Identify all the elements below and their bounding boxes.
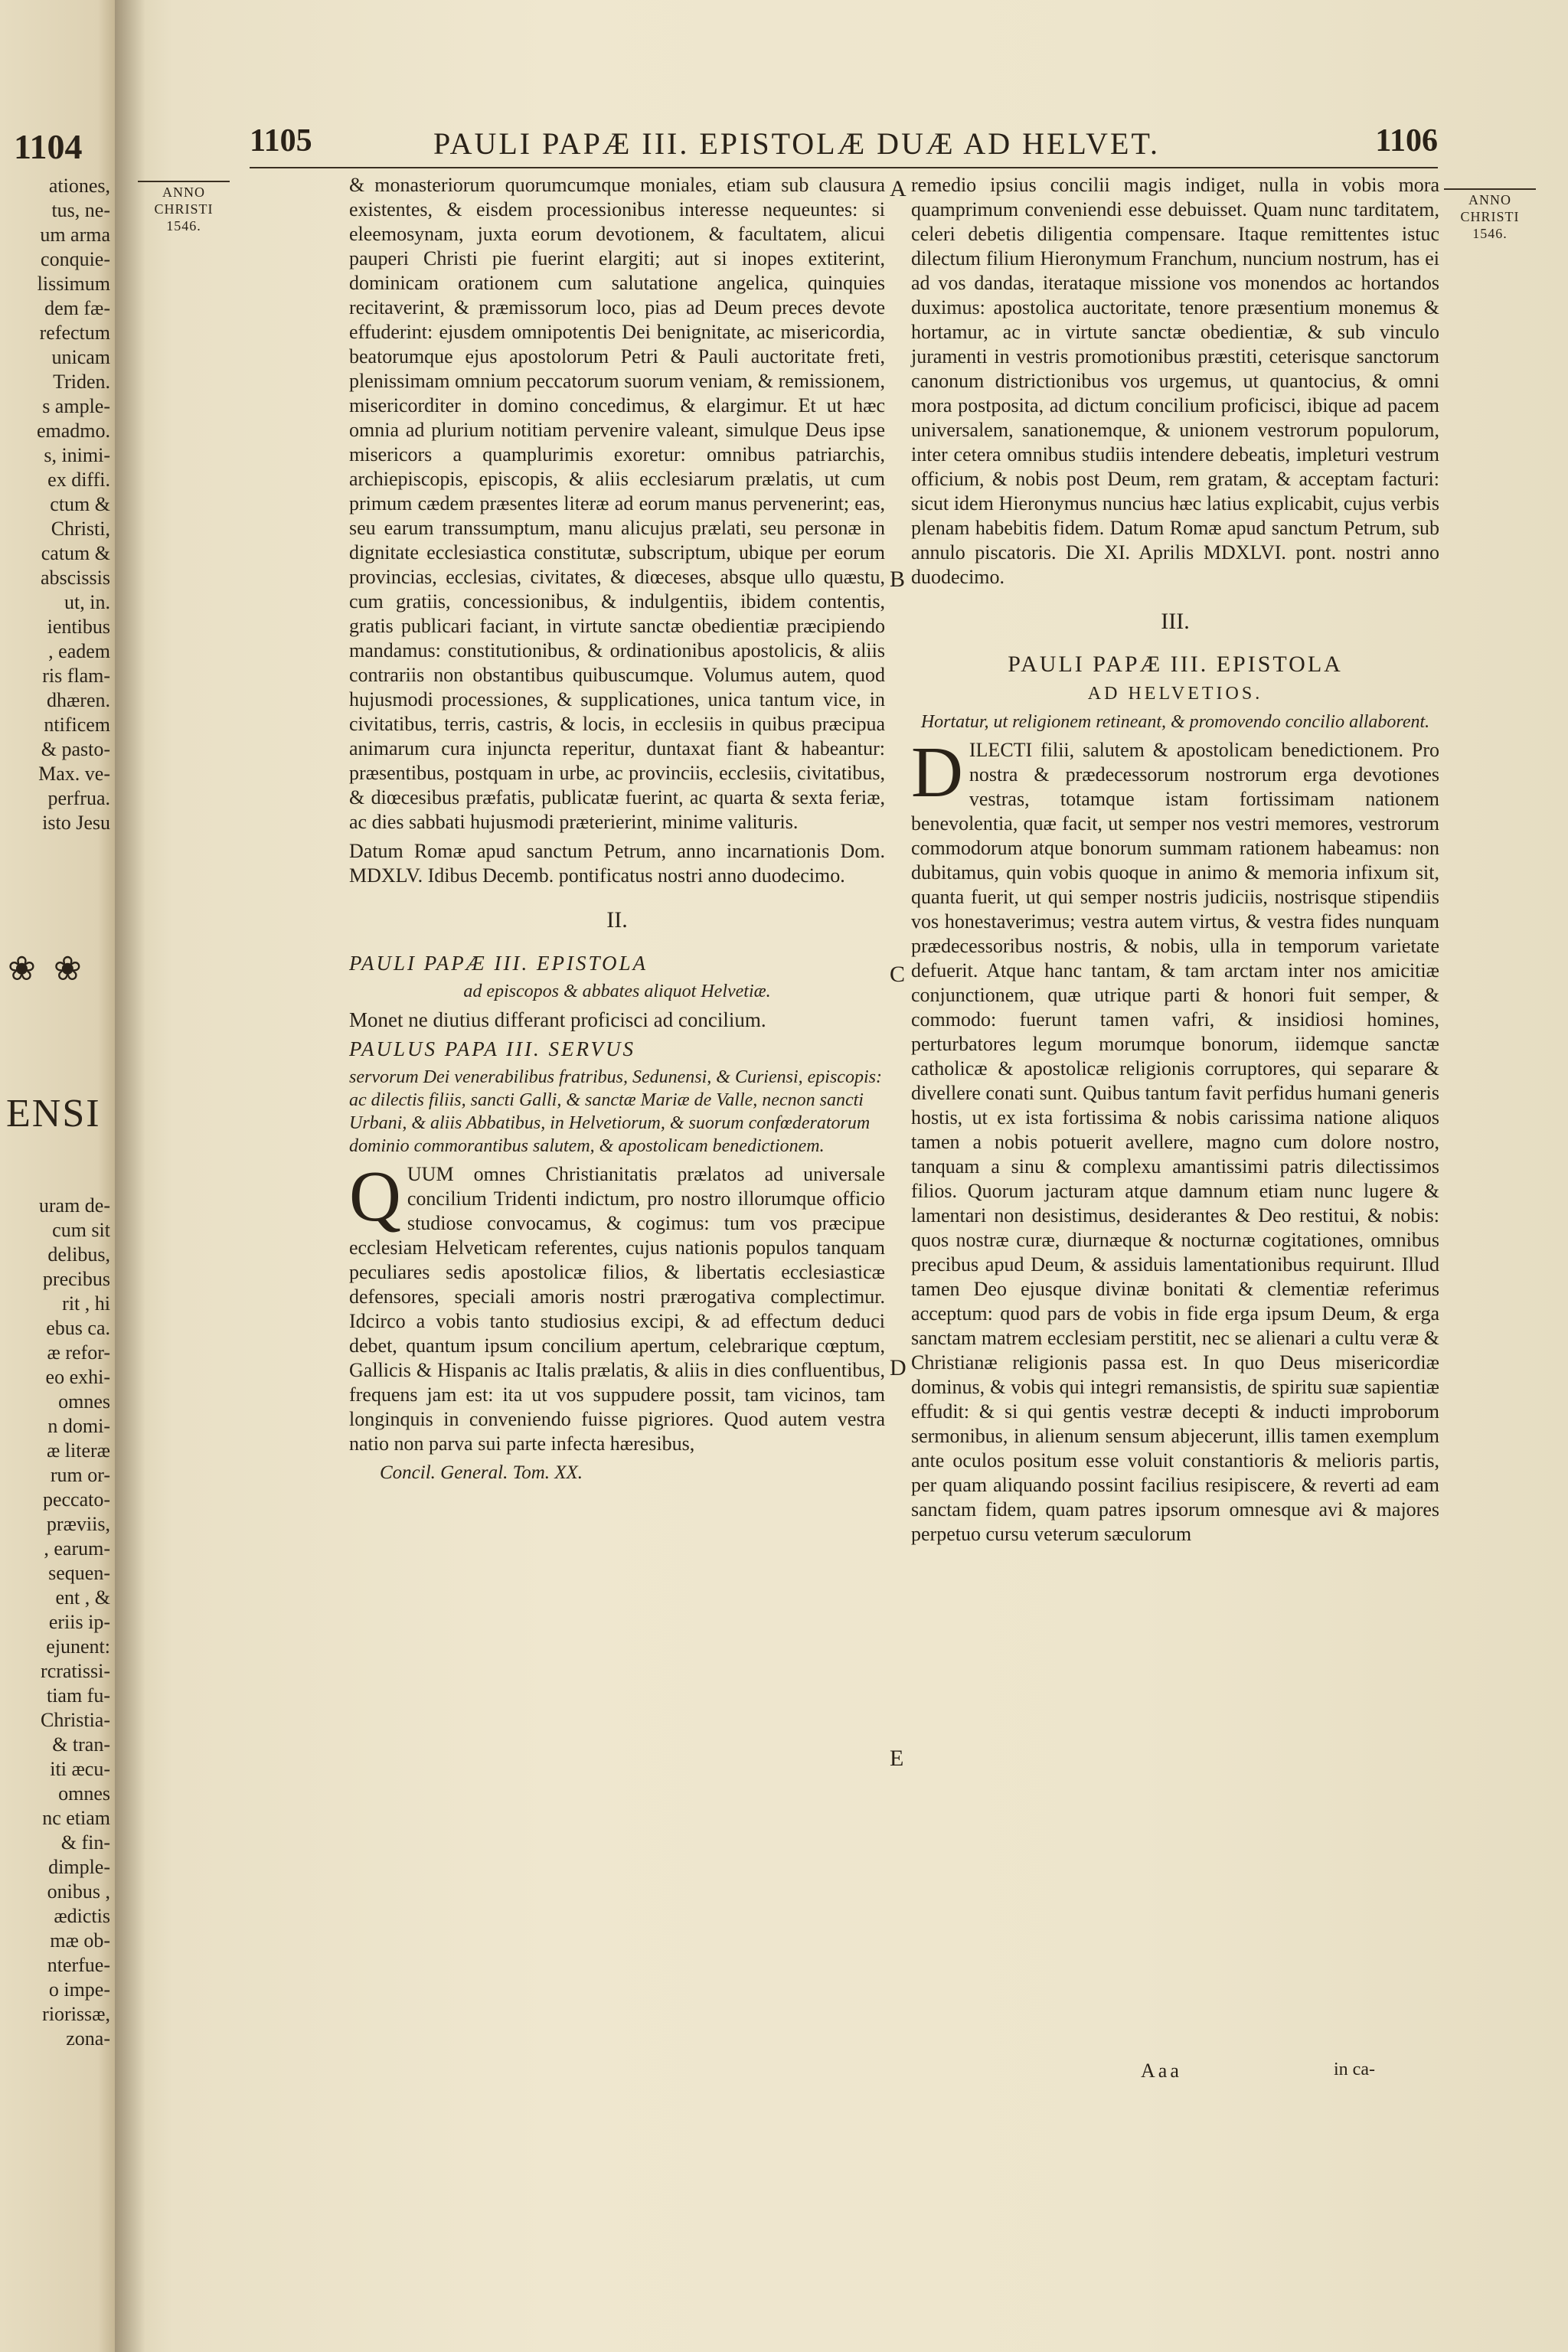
book-page	[115, 0, 1568, 2352]
facing-page-line: perfrua.	[47, 787, 110, 809]
facing-page-line: Christi,	[51, 518, 110, 540]
running-title: PAULI PAPÆ III. EPISTOLÆ DUÆ AD HELVET.	[433, 126, 1160, 161]
facing-page-line: omnes	[58, 1782, 110, 1805]
epistola-summary: Hortatur, ut religionem retineant, & promovendo concilio allaborent.	[920, 712, 1430, 732]
facing-page-line: abscissis	[41, 567, 110, 589]
paragraph: remedio ipsius concilii magis indiget, nulla in vobis mora quamprimum conveniendi esse debuisset. Quam nunc tarditatem, celeri debetis diligentia compensare. Itaque remittentes istuc dilectum filium Hieronymum Franchum, nuncium nostrum, has ei ad vos dandas, iterataque missione vos monendos ac hortandos duximus: apostolica auctoritate, tenore præsentium monemus & hortamur, ac in virtute sanctæ obedientiæ, & sub vinculo juramenti in vestris promotionibus præstiti, ceterisque sanctorum canonum districtionibus vos urgemus, ut quantocius, & omni mora postposita, ad dictum concilium proficisci, ibique ad pacem universalem, sanationemque, & unionem vestrorum populorum, inter cetera omnibus studiis intendere debeatis, impleturi vestrum officium, & nobis post Deum, rem gratam, & acceptam facturi: sicut idem Hieronymus nuncius hæc latius explicabit, cujus verbis plenam habebitis fidem. Datum Romæ apud sanctum Petrum, sub annulo piscatoris. Die XI. Aprilis MDXLVI. pont. nostri anno duodecimo.	[911, 174, 1439, 588]
facing-page-line: ebus ca.	[46, 1317, 110, 1339]
facing-page-line: dhæren.	[46, 689, 110, 711]
facing-page-line: tiam fu-	[46, 1684, 110, 1707]
facing-page-line: riorissæ,	[42, 2003, 110, 2025]
facing-page-line: rcratissi-	[41, 1660, 110, 1682]
facing-page-line: ris flam-	[42, 665, 110, 687]
facing-page-line: , earum-	[44, 1537, 110, 1560]
catchword: in ca-	[1334, 2060, 1375, 2079]
epistola-heading: PAULI PAPÆ III. EPISTOLA	[1008, 652, 1343, 677]
facing-page-line: & tran-	[52, 1733, 110, 1756]
facing-page-line: catum &	[41, 542, 110, 564]
margin-letter-c: C	[890, 962, 906, 987]
facing-page-line: ctum &	[50, 493, 110, 515]
facing-page-line: , eadem	[48, 640, 110, 662]
paragraph: D ILECTI filii, salutem & apostolicam benedictionem. Pro nostra & prædecessorum nostrorum erga devotiones vestras, totamque istam fortissimam nationem benevolentia, quæ facit, ut semper nos vestri memores, vestrorum commodorum atque bonorum summam rationem habeamus: non dubitamus, quin vobis quoque in animo & memoria infixum sit, quanta fuerit, ut qui semper nostris judiciis, nostrisque stipendiis vos honestaverimus; vestra autem virtus, & vestra fides nunquam prædecessoribus nostris, & nobis, ulla in temporum varietate defuerit. Atque hanc tantam, & tam arctam inter nos amicitiæ conjunctionem, quæ utrique parti & honori fuit semper, & commodo: fuerunt tamen vafri, & insidiosi homines, perturbatores legum morumque bonorum, iidemque sanctæ catholicæ & apostolicæ religionis corruptores, qui separare & divellere conati sunt. Quibus tantum favit perfidus humani generis hostis, ut ex ista fortissima & nobis carissima natione aliquos tamen a nobis potuerit avellere, magno cum dolore nostro, tanquam a sinu & complexu amantissimi patris dilectissimos filios. Quorum jacturam atque damnum etiam nunc lugere & lamentari non desistimus, desiderantes & Deo restitui, & nobis: quos nostræ curæ, diurnæque & nocturnæ cogitationes, omnibus precibus apud Deum, & assiduis lamentationibus requirunt. Illud tamen Deo ejusque divinæ bonitati & clementiæ referimus acceptum: quod pars de vobis in fide erga ipsum Deum, & erga sanctam matrem ecclesiam perstitit, nec se alienari a cultu veræ & Christianæ religionis passa est. In quo Deus misericordiæ dominus, & vobis qui integri remansistis, de spiritu suæ sapientiæ effudit: & si qui gentis vestræ decepti & inducti improborum sermonibus, in alienum sensum abjecerunt, illis tamen exemplum ante oculos positum esse voluit constantioris & melioris partis, per quam aliquando possint facilius resipiscere, & reverti ad eam sanctam fidem, quam patres ipsorum omnesque avi & majores perpetuo cursu veterum sæculorum	[911, 733, 1439, 1545]
facing-page-line: n domi-	[47, 1415, 110, 1437]
facing-page-line: refectum	[39, 322, 110, 344]
facing-page-line: ex diffi.	[47, 469, 110, 491]
facing-page-line: peccato-	[42, 1488, 110, 1511]
epistola-title: PAULI PAPÆ III. EPISTOLA	[349, 952, 648, 975]
epistola-subtitle: ad episcopos & abbates aliquot Helvetiæ.	[463, 982, 771, 1001]
facing-page-heading-fragment: ENSI	[6, 1092, 101, 1135]
summary-line: Monet ne diutius differant proficisci ad concilium.	[349, 1008, 766, 1031]
facing-page-line: eriis ip-	[48, 1611, 110, 1633]
facing-page-line: zona-	[66, 2027, 110, 2050]
paragraph: Q UUM omnes Christianitatis prælatos ad universale concilium Tridenti indictum, pro nostro illorumque officio studiose convocamus, & cogimus: tum vos præcipue ecclesiam Helveticam referentes, cujus nationis populos tanquam peculiares sedis apostolicæ filios, & libertatis ecclesiasticæ defensores, speciali amoris nostri prærogativa complectimur. Idcirco a vobis tanto studiosius excipi, & ad effectum deduci debet, quantum ipsum concilium apertum, celebrarique cœptum, Gallicis & Hispanis ac Italis prælatis, & aliis in dies confluentibus, frequens jam est: ita ut vos suppudere possit, tam vicinos, tam longinquis in conveniendo fuisse pigriores. Quod autem vestra natio non parva sui parte infecta hæresibus,	[349, 1157, 885, 1455]
facing-page-line: o impe-	[48, 1978, 110, 2001]
facing-page-line: emadmo.	[36, 420, 110, 442]
facing-page-line: iti æcu-	[50, 1758, 110, 1780]
page-number-right: 1106	[1375, 123, 1438, 158]
address-title: PAULUS PAPA III. SERVUS	[349, 1037, 636, 1060]
year-sidenote-right: ANNO CHRISTI 1546.	[1444, 188, 1536, 242]
facing-page-line: conquie-	[41, 248, 110, 270]
header-rule	[250, 167, 1438, 168]
facing-page-line: s ample-	[42, 395, 110, 417]
facing-page-line: & pasto-	[41, 738, 110, 760]
dating-clause: Datum Romæ apud sanctum Petrum, anno incarnationis Dom. MDXLV. Idibus Decemb. pontificatus nostri anno duodecimo.	[349, 840, 885, 887]
facing-page-edge	[0, 0, 115, 2352]
facing-page-line: delibus,	[47, 1243, 110, 1266]
section-numeral: III.	[1161, 609, 1190, 634]
facing-page-line: ientibus	[47, 616, 110, 638]
margin-letter-d: D	[890, 1355, 906, 1380]
drop-capital: D	[911, 733, 963, 812]
drop-capital: Q	[349, 1157, 401, 1236]
facing-page-line: nc etiam	[42, 1807, 110, 1829]
facing-page-line: præviis,	[46, 1513, 110, 1535]
facing-page-line: onibus ,	[47, 1880, 110, 1903]
facing-page-line: rum or-	[50, 1464, 110, 1486]
facing-page-line: ntificem	[44, 714, 110, 736]
facing-page-line: ædictis	[54, 1905, 110, 1927]
running-head	[250, 122, 1438, 168]
facing-page-line: æ literæ	[46, 1439, 110, 1462]
facing-page-line: Christia-	[41, 1709, 110, 1731]
page-number-left: 1105	[250, 123, 312, 158]
facing-page-line: dimple-	[48, 1856, 110, 1878]
facing-page-line: s, inimi-	[44, 444, 110, 466]
facing-page-line: ut, in.	[64, 591, 110, 613]
paragraph: & monasteriorum quorumcumque moniales, etiam sub clausura existentes, & eisdem processionibus interesse nequeuntes: si eleemosynam, juxta eorum devotionem, & facultatem, alicui pauperi Christi pie fuerint elargiti; aut si inopes extiterint, dominicam orationem cum salutatione angelica, quinquies recitaverint, & præmissorum loco, pias ad Deum preces devote effuderint: ejusdem omnipotentis Dei benignitate, ac misericordia, beatorumque ejus apostolorum Petri & Pauli auctoritate freti, plenissimam omnium peccatorum suorum veniam, & remissionem, misericorditer in domino concedimus, & elargimur. Et ut hæc omnia ad plurium notitiam pervenire valeant, simulque Deus ipse misericors a quamplurimis exoretur: omnibus patriarchis, archiepiscopis, episcopis, & aliis ecclesiarum prælatis, ut cum primum cædem præsentes literæ ad eorum manus pervenerint; eas, seu earum transsumptum, manu alicujus prælati, seu personæ in dignitate ecclesiastica constitutæ, subscriptum, ubique per eorum provincias, ecclesias, civitates, & diœceses, absque ullo quæstu, cum gratiis, concessionibus, & indulgentiis, ibidem contentis, gratis publicari faciant, in virtute sanctæ obedientiæ præcipiendo mandamus: constitutionibus, & ordinationibus apostolicis, & aliis contrariis non obstantibus quibuscumque. Volumus autem, quod hujusmodi processiones, & supplicationes, unica tantum vice, in civitatibus, terris, castris, & locis, in ecclesiis in quibus præcipua animarum cura injuncta reperitur, duntaxat fiant & habeantur: præsentibus, postquam in urbe, ac provinciis, ecclesiis, civitatibus, & diœcesibus præfatis, publicatæ fuerint, ac quarta & sexta feriæ, ac dies sabbati hujusmodi præterierint, minime valituris.	[349, 174, 885, 833]
facing-page-line: sequen-	[48, 1562, 110, 1584]
facing-page-line: æ refor-	[47, 1341, 110, 1364]
margin-letter-a: A	[890, 176, 906, 201]
section-numeral: II.	[606, 907, 628, 933]
volume-footer: Concil. General. Tom. XX.	[380, 1462, 583, 1483]
facing-page-line: ent , &	[55, 1586, 110, 1609]
facing-page-line: lissimum	[37, 273, 110, 295]
facing-page-line: mæ ob-	[50, 1929, 110, 1952]
facing-page-line: eo exhi-	[45, 1366, 110, 1388]
facing-page-line: Max. ve-	[38, 763, 110, 785]
facing-page-line: ejunent:	[46, 1635, 110, 1658]
address-body: servorum Dei venerabilibus fratribus, Sedunensi, & Curiensi, episcopis: ac dilectis filiis, sancti Galli, & sanctæ Mariæ de Valle, necnon sancti Urbani, & aliis Abbatibus, in Helvetiorum, & suorum confœderatorum dominio commorantibus salutem, & apostolicam benedictionem.	[349, 1067, 882, 1156]
facing-page-line: omnes	[58, 1390, 110, 1413]
facing-page-line: um arma	[40, 224, 110, 246]
gutter-shadow	[115, 0, 145, 2352]
facing-page-line: isto Jesu	[42, 812, 110, 834]
left-column	[349, 173, 885, 1490]
ornament: ❀ ❀	[8, 950, 87, 988]
facing-page-line: ationes,	[48, 175, 110, 197]
facing-page-line: unicam	[51, 346, 110, 368]
facing-page-line: cum sit	[52, 1219, 110, 1241]
signature-mark: Aaa	[1141, 2060, 1182, 2082]
year-sidenote-left: ANNO CHRISTI 1546.	[138, 181, 230, 234]
facing-page-line: tus, ne-	[51, 199, 110, 221]
facing-page-line: & fin-	[60, 1831, 110, 1854]
facing-page-line: nterfue-	[47, 1954, 110, 1976]
margin-letter-b: B	[890, 567, 906, 592]
margin-letter-e: E	[890, 1746, 904, 1771]
right-column	[911, 173, 1439, 1551]
facing-page-line: rit , hi	[62, 1292, 110, 1315]
facing-page-number: 1104	[14, 127, 83, 166]
facing-page-line: precibus	[42, 1268, 110, 1290]
facing-page-line: Triden.	[53, 371, 110, 393]
epistola-subheading: AD HELVETIOS.	[1087, 684, 1263, 704]
facing-page-line: uram de-	[38, 1194, 110, 1217]
facing-page-line: dem fæ-	[44, 297, 110, 319]
